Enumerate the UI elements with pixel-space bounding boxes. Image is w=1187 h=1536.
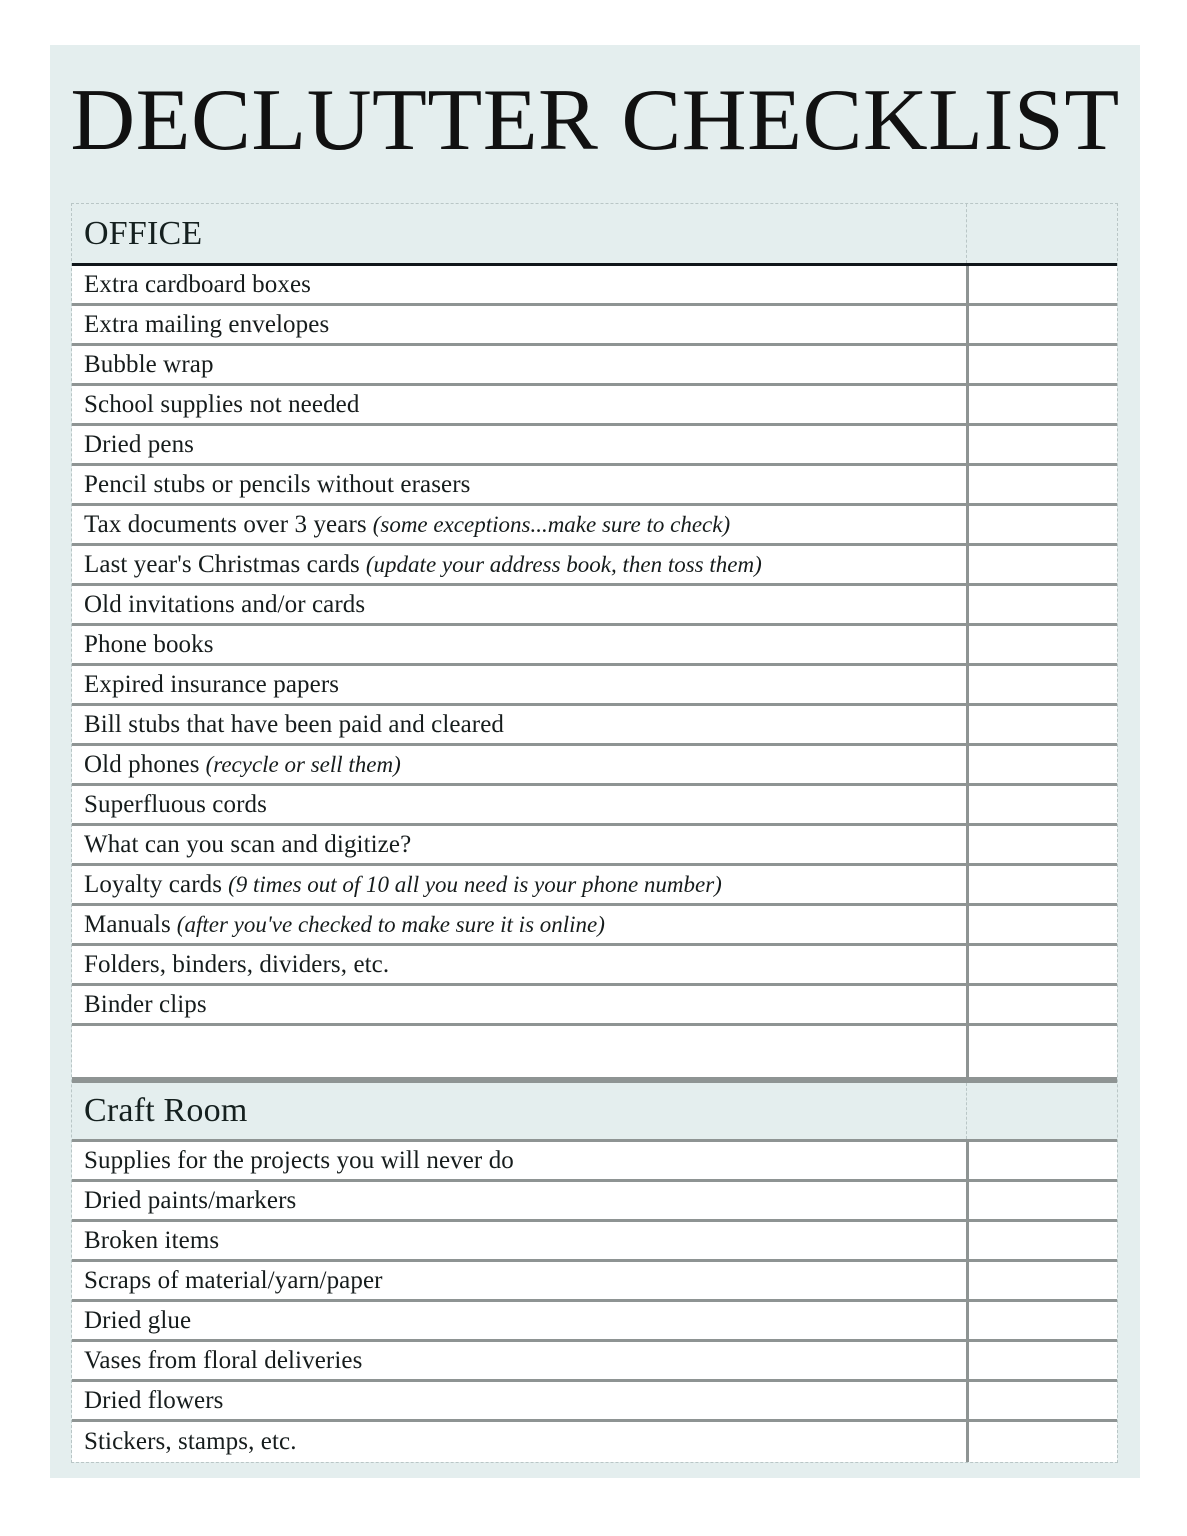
checklist-item-text: Vases from floral deliveries (84, 1346, 363, 1374)
checklist-item-label (72, 1302, 966, 1339)
checklist-item-label (72, 466, 966, 503)
checklist-item-label (72, 1262, 966, 1299)
checklist-item-text: Old phones (84, 750, 200, 778)
checklist-item-note: (recycle or sell them) (205, 751, 401, 777)
checklist-item-text: Dried paints/markers (84, 1186, 297, 1214)
checklist-item-checkbox[interactable] (966, 946, 1117, 983)
section-header-checkbox-column (966, 204, 1117, 263)
checklist-blank-row (72, 1026, 1117, 1080)
printable-page (50, 45, 1140, 1478)
checklist-item-text: Dried pens (84, 430, 194, 458)
checklist-item-checkbox[interactable] (966, 666, 1117, 703)
checklist-item-checkbox[interactable] (966, 1182, 1117, 1219)
checklist-item-text: Manuals (84, 910, 171, 938)
checklist-row (72, 1262, 1117, 1302)
checklist-item-label (72, 1142, 966, 1179)
checklist-item-label (72, 1026, 966, 1077)
checklist-item-label (72, 266, 966, 303)
checklist-item-label (72, 426, 966, 463)
checklist-item-label (72, 306, 966, 343)
checklist-row (72, 506, 1117, 546)
checklist-row (72, 426, 1117, 466)
checklist-item-text: Broken items (84, 1226, 220, 1254)
section-heading: OFFICE (84, 214, 203, 252)
checklist-row (72, 466, 1117, 506)
checklist-item-text: Scraps of material/yarn/paper (84, 1266, 383, 1294)
checklist-item-checkbox[interactable] (966, 1262, 1117, 1299)
section-heading: Craft Room (84, 1092, 248, 1129)
checklist-item-text: Expired insurance papers (84, 670, 340, 698)
checklist-item-checkbox[interactable] (966, 1342, 1117, 1379)
checklist-row (72, 1142, 1117, 1182)
checklist-item-checkbox[interactable] (966, 346, 1117, 383)
checklist-row (72, 386, 1117, 426)
checklist-row (72, 666, 1117, 706)
checklist-row (72, 986, 1117, 1026)
checklist-item-checkbox[interactable] (966, 1026, 1117, 1077)
checklist-row (72, 546, 1117, 586)
checklist-item-text: Bubble wrap (84, 350, 214, 378)
checklist-item-label (72, 826, 966, 863)
checklist-item-checkbox[interactable] (966, 586, 1117, 623)
checklist-item-text: Pencil stubs or pencils without erasers (84, 470, 471, 498)
checklist-row (72, 866, 1117, 906)
checklist-item-label (72, 346, 966, 383)
checklist-item-text: School supplies not needed (84, 390, 360, 418)
checklist-item-text: Binder clips (84, 990, 207, 1018)
checklist-item-text: Dried glue (84, 1306, 192, 1334)
checklist-row (72, 746, 1117, 786)
checklist-row (72, 586, 1117, 626)
checklist-row (72, 1382, 1117, 1422)
page-title: DECLUTTER CHECKLIST (70, 72, 1120, 169)
checklist-item-text: Extra cardboard boxes (84, 270, 312, 298)
checklist-item-text: Phone books (84, 630, 214, 658)
checklist-row (72, 1342, 1117, 1382)
declutter-checklist-table (71, 203, 1118, 1463)
checklist-item-label (72, 1182, 966, 1219)
checklist-row (72, 786, 1117, 826)
checklist-item-checkbox[interactable] (966, 306, 1117, 343)
checklist-item-text: Old invitations and/or cards (84, 590, 366, 618)
checklist-item-label (72, 906, 966, 943)
checklist-item-text: What can you scan and digitize? (84, 830, 412, 858)
checklist-item-checkbox[interactable] (966, 426, 1117, 463)
checklist-row (72, 266, 1117, 306)
checklist-item-text: Superfluous cords (84, 790, 267, 818)
checklist-item-label (72, 1222, 966, 1259)
checklist-item-label (72, 746, 966, 783)
checklist-item-text: Supplies for the projects you will never do (84, 1146, 514, 1174)
checklist-item-checkbox[interactable] (966, 386, 1117, 423)
checklist-item-checkbox[interactable] (966, 506, 1117, 543)
checklist-item-checkbox[interactable] (966, 706, 1117, 743)
checklist-item-text: Loyalty cards (84, 870, 223, 898)
checklist-row (72, 1222, 1117, 1262)
checklist-item-checkbox[interactable] (966, 546, 1117, 583)
checklist-item-label (72, 1342, 966, 1379)
checklist-item-checkbox[interactable] (966, 826, 1117, 863)
checklist-item-text: Stickers, stamps, etc. (84, 1428, 297, 1455)
checklist-row (72, 1302, 1117, 1342)
checklist-item-text: Last year's Christmas cards (84, 550, 360, 578)
checklist-item-label (72, 666, 966, 703)
checklist-item-label (72, 626, 966, 663)
checklist-item-label (72, 1422, 966, 1462)
checklist-item-text: Folders, binders, dividers, etc. (84, 950, 390, 978)
section-header-row (72, 204, 1117, 266)
checklist-item-checkbox[interactable] (966, 866, 1117, 903)
checklist-item-checkbox[interactable] (966, 786, 1117, 823)
checklist-item-label (72, 946, 966, 983)
checklist-item-checkbox[interactable] (966, 746, 1117, 783)
section-header-checkbox-column (966, 1083, 1117, 1139)
checklist-item-label (72, 506, 966, 543)
checklist-item-checkbox[interactable] (966, 986, 1117, 1023)
checklist-row (72, 826, 1117, 866)
checklist-item-label (72, 1382, 966, 1419)
checklist-item-label (72, 386, 966, 423)
checklist-item-checkbox[interactable] (966, 1422, 1117, 1462)
checklist-item-label (72, 586, 966, 623)
checklist-row (72, 346, 1117, 386)
checklist-item-note: (after you've checked to make sure it is online) (176, 911, 605, 937)
checklist-item-checkbox[interactable] (966, 1222, 1117, 1259)
checklist-row (72, 906, 1117, 946)
checklist-item-checkbox[interactable] (966, 906, 1117, 943)
checklist-row (72, 306, 1117, 346)
checklist-row (72, 626, 1117, 666)
checklist-row (72, 1182, 1117, 1222)
checklist-item-text: Dried flowers (84, 1386, 224, 1414)
checklist-item-label (72, 986, 966, 1023)
checklist-item-label (72, 866, 966, 903)
checklist-item-text: Tax documents over 3 years (84, 510, 367, 538)
checklist-item-note: (update your address book, then toss them) (365, 551, 762, 577)
checklist-item-text: Extra mailing envelopes (84, 310, 330, 338)
checklist-item-note: (9 times out of 10 all you need is your phone number) (228, 871, 722, 897)
checklist-row (72, 1422, 1117, 1462)
checklist-item-checkbox[interactable] (966, 1302, 1117, 1339)
checklist-item-checkbox[interactable] (966, 1142, 1117, 1179)
checklist-item-checkbox[interactable] (966, 626, 1117, 663)
checklist-item-label (72, 546, 966, 583)
checklist-item-label (72, 786, 966, 823)
checklist-item-text: Bill stubs that have been paid and cleared (84, 710, 505, 738)
checklist-item-checkbox[interactable] (966, 466, 1117, 503)
checklist-row (72, 946, 1117, 986)
checklist-item-checkbox[interactable] (966, 1382, 1117, 1419)
checklist-item-checkbox[interactable] (966, 266, 1117, 303)
checklist-item-note: (some exceptions...make sure to check) (372, 511, 731, 537)
checklist-row (72, 706, 1117, 746)
section-header-row (72, 1080, 1117, 1142)
checklist-item-label (72, 706, 966, 743)
